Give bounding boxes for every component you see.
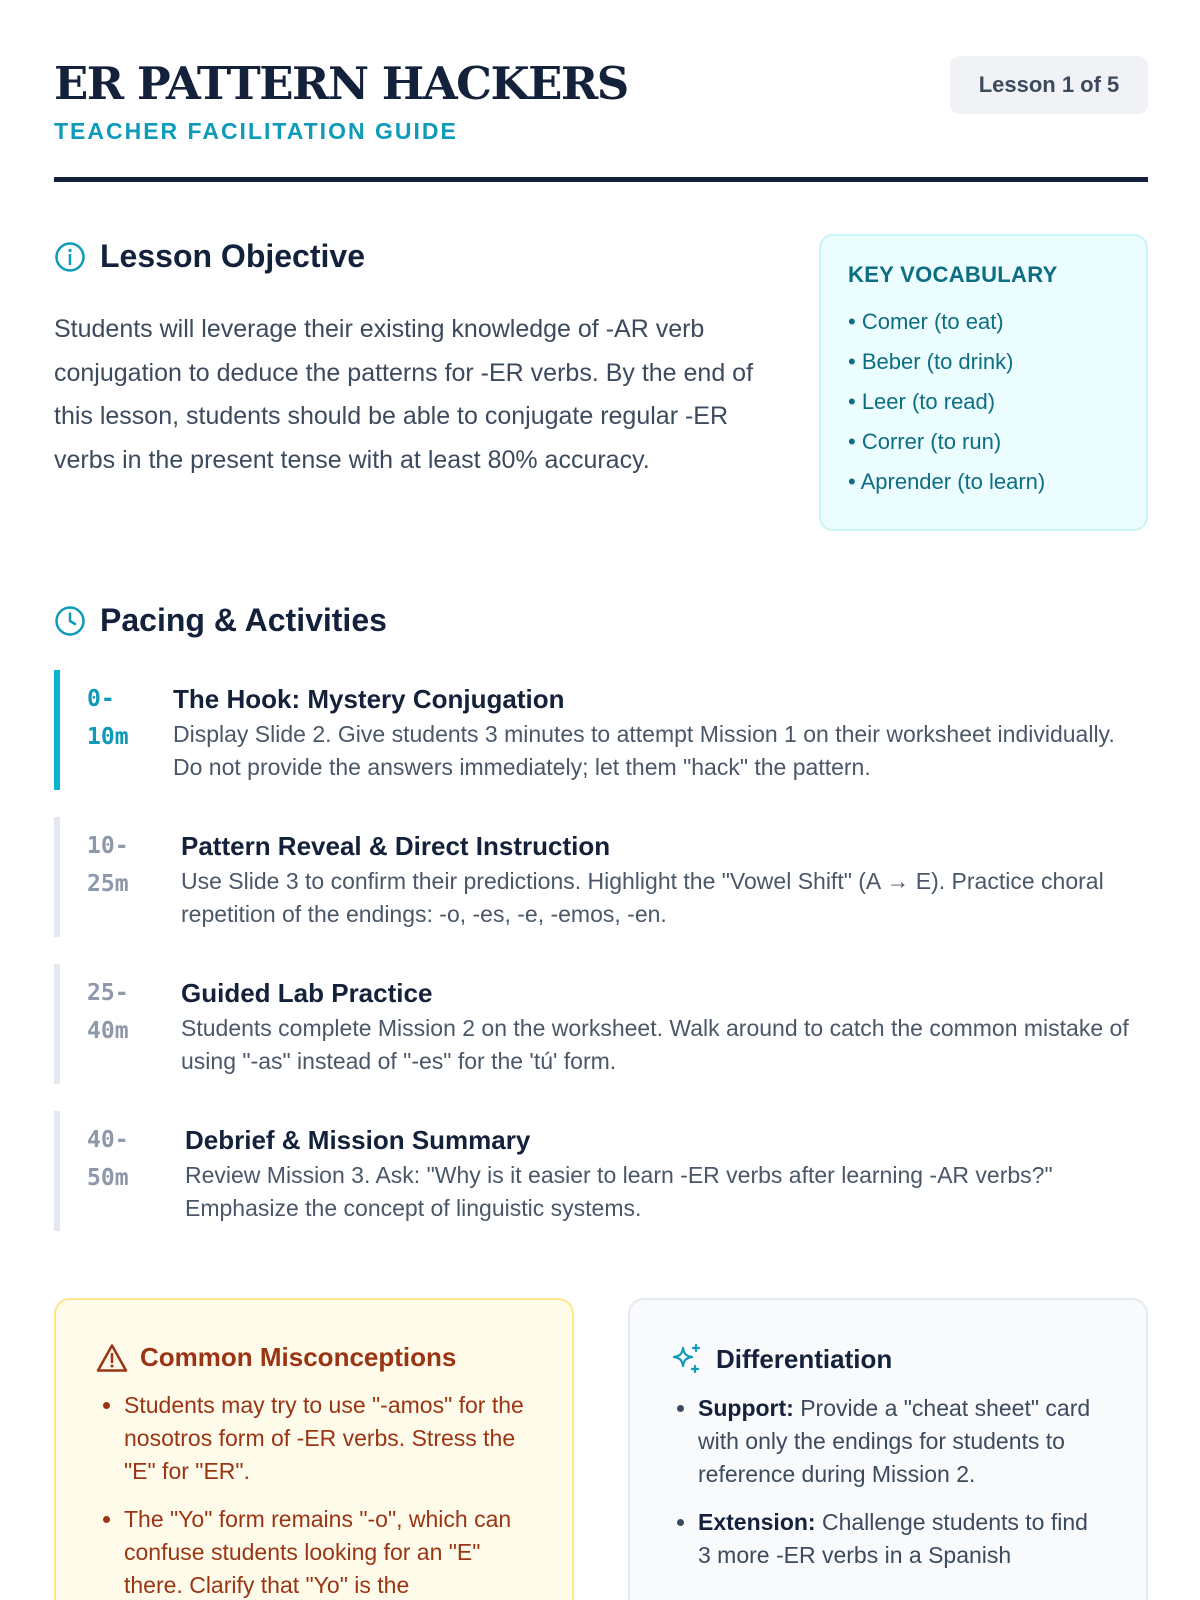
activity-time [87,680,159,756]
vocabulary-item: • Beber (to drink) [848,349,1014,374]
timeline-bar [54,670,60,790]
lesson-badge: Lesson 1 of 5 [950,56,1148,114]
vocabulary-item: • Leer (to read) [848,389,996,414]
misconceptions-heading-label: Common Misconceptions [140,1342,457,1372]
misconceptions-heading [96,1342,532,1373]
objective-text: Students will leverage their existing knowledge of -AR verb conjugation to deduce the patterns for -ER verbs. By the end of this lesson, students should be able to conjugate regular -ER verbs in the present tense with at least 80% accuracy. [54,315,754,474]
activity-time [87,827,159,903]
activity-item [54,670,1148,790]
misconceptions-card [54,1298,574,1600]
objective-heading-label: Lesson Objective [100,238,365,274]
support-text: Provide a "cheat sheet" card with only the endings for students to reference during Mission 2. [698,1395,1091,1487]
vocabulary-item: • Aprender (to learn) [848,469,1046,494]
activity-time-end: 10m [87,724,129,750]
list-item: • Students may try to use "-amos" for the nosotros form of -ER verbs. Stress the "E" for "ER". [124,1389,532,1488]
vocabulary-heading: KEY VOCABULARY [848,262,1058,287]
info-circle-icon [54,241,86,273]
activity-title: Pattern Reveal & Direct Instruction [181,831,611,861]
activity-description: Students complete Mission 2 on the worksheet. Walk around to catch the common mistake of using "-as" instead of "-es" for the 'tú' form. [181,1015,1129,1074]
list-item [698,1506,1106,1572]
activity-time-start: 10- [87,833,129,859]
activity-body [181,976,1148,1078]
differentiation-heading-label: Differentiation [716,1343,893,1374]
activity-item [54,817,1148,937]
activity-time [87,1121,159,1197]
activity-item [54,1111,1148,1231]
differentiation-heading [670,1342,1106,1376]
activity-description: Review Mission 3. Ask: "Why is it easier to learn -ER verbs after learning -AR verbs?" Emphasize the concept of linguistic systems. [185,1162,1053,1221]
page-title: ER PATTERN HACKERS [54,57,628,110]
pacing-heading-label: Pacing & Activities [100,602,387,638]
clock-icon [54,605,86,637]
activity-time-start: 40- [87,1127,129,1153]
support-label: Support: [698,1395,794,1421]
vocabulary-item: • Comer (to eat) [848,309,1004,334]
activity-body [185,1123,1148,1225]
timeline-bar [54,964,60,1084]
activity-description: Use Slide 3 to confirm their predictions. Highlight the "Vowel Shift" (A → E). Practice choral repetition of the endings: -o, -es, -e, -emos, -en. [181,868,1104,927]
page-header [54,56,1148,182]
activity-description: Display Slide 2. Give students 3 minutes to attempt Mission 1 on their worksheet individually. Do not provide the answers immediately; let them "hack" the pattern. [173,721,1115,780]
differentiation-card [628,1298,1148,1600]
objective-heading [54,238,365,275]
activity-title: Debrief & Mission Summary [185,1125,531,1155]
activity-title: Guided Lab Practice [181,978,433,1008]
activity-body [181,829,1148,931]
activity-body [173,682,1148,784]
timeline-bar [54,817,60,937]
activity-time [87,974,159,1050]
extension-text: Challenge students to find 3 more -ER verbs in a Spanish [698,1509,1088,1568]
list-item: • The "Yo" form remains "-o", which can confuse students looking for an "E" there. Clarify that "Yo" is the [124,1503,532,1600]
warning-triangle-icon [96,1343,128,1373]
activity-time-start: 0- [87,686,115,712]
vocabulary-item: • Correr (to run) [848,429,1002,454]
activity-time-start: 25- [87,980,129,1006]
timeline-bar [54,1111,60,1231]
activity-title: The Hook: Mystery Conjugation [173,684,565,714]
list-item [698,1392,1106,1491]
activity-time-end: 25m [87,871,129,897]
extension-label: Extension: [698,1509,816,1535]
page-subtitle: TEACHER FACILITATION GUIDE [54,118,458,144]
misconceptions-list [96,1389,532,1600]
key-vocabulary-box [819,234,1148,531]
activity-time-end: 40m [87,1018,129,1044]
activity-time-end: 50m [87,1165,129,1191]
sparkles-icon [670,1342,704,1376]
activity-item [54,964,1148,1084]
differentiation-list [670,1392,1106,1572]
pacing-heading [54,602,387,639]
